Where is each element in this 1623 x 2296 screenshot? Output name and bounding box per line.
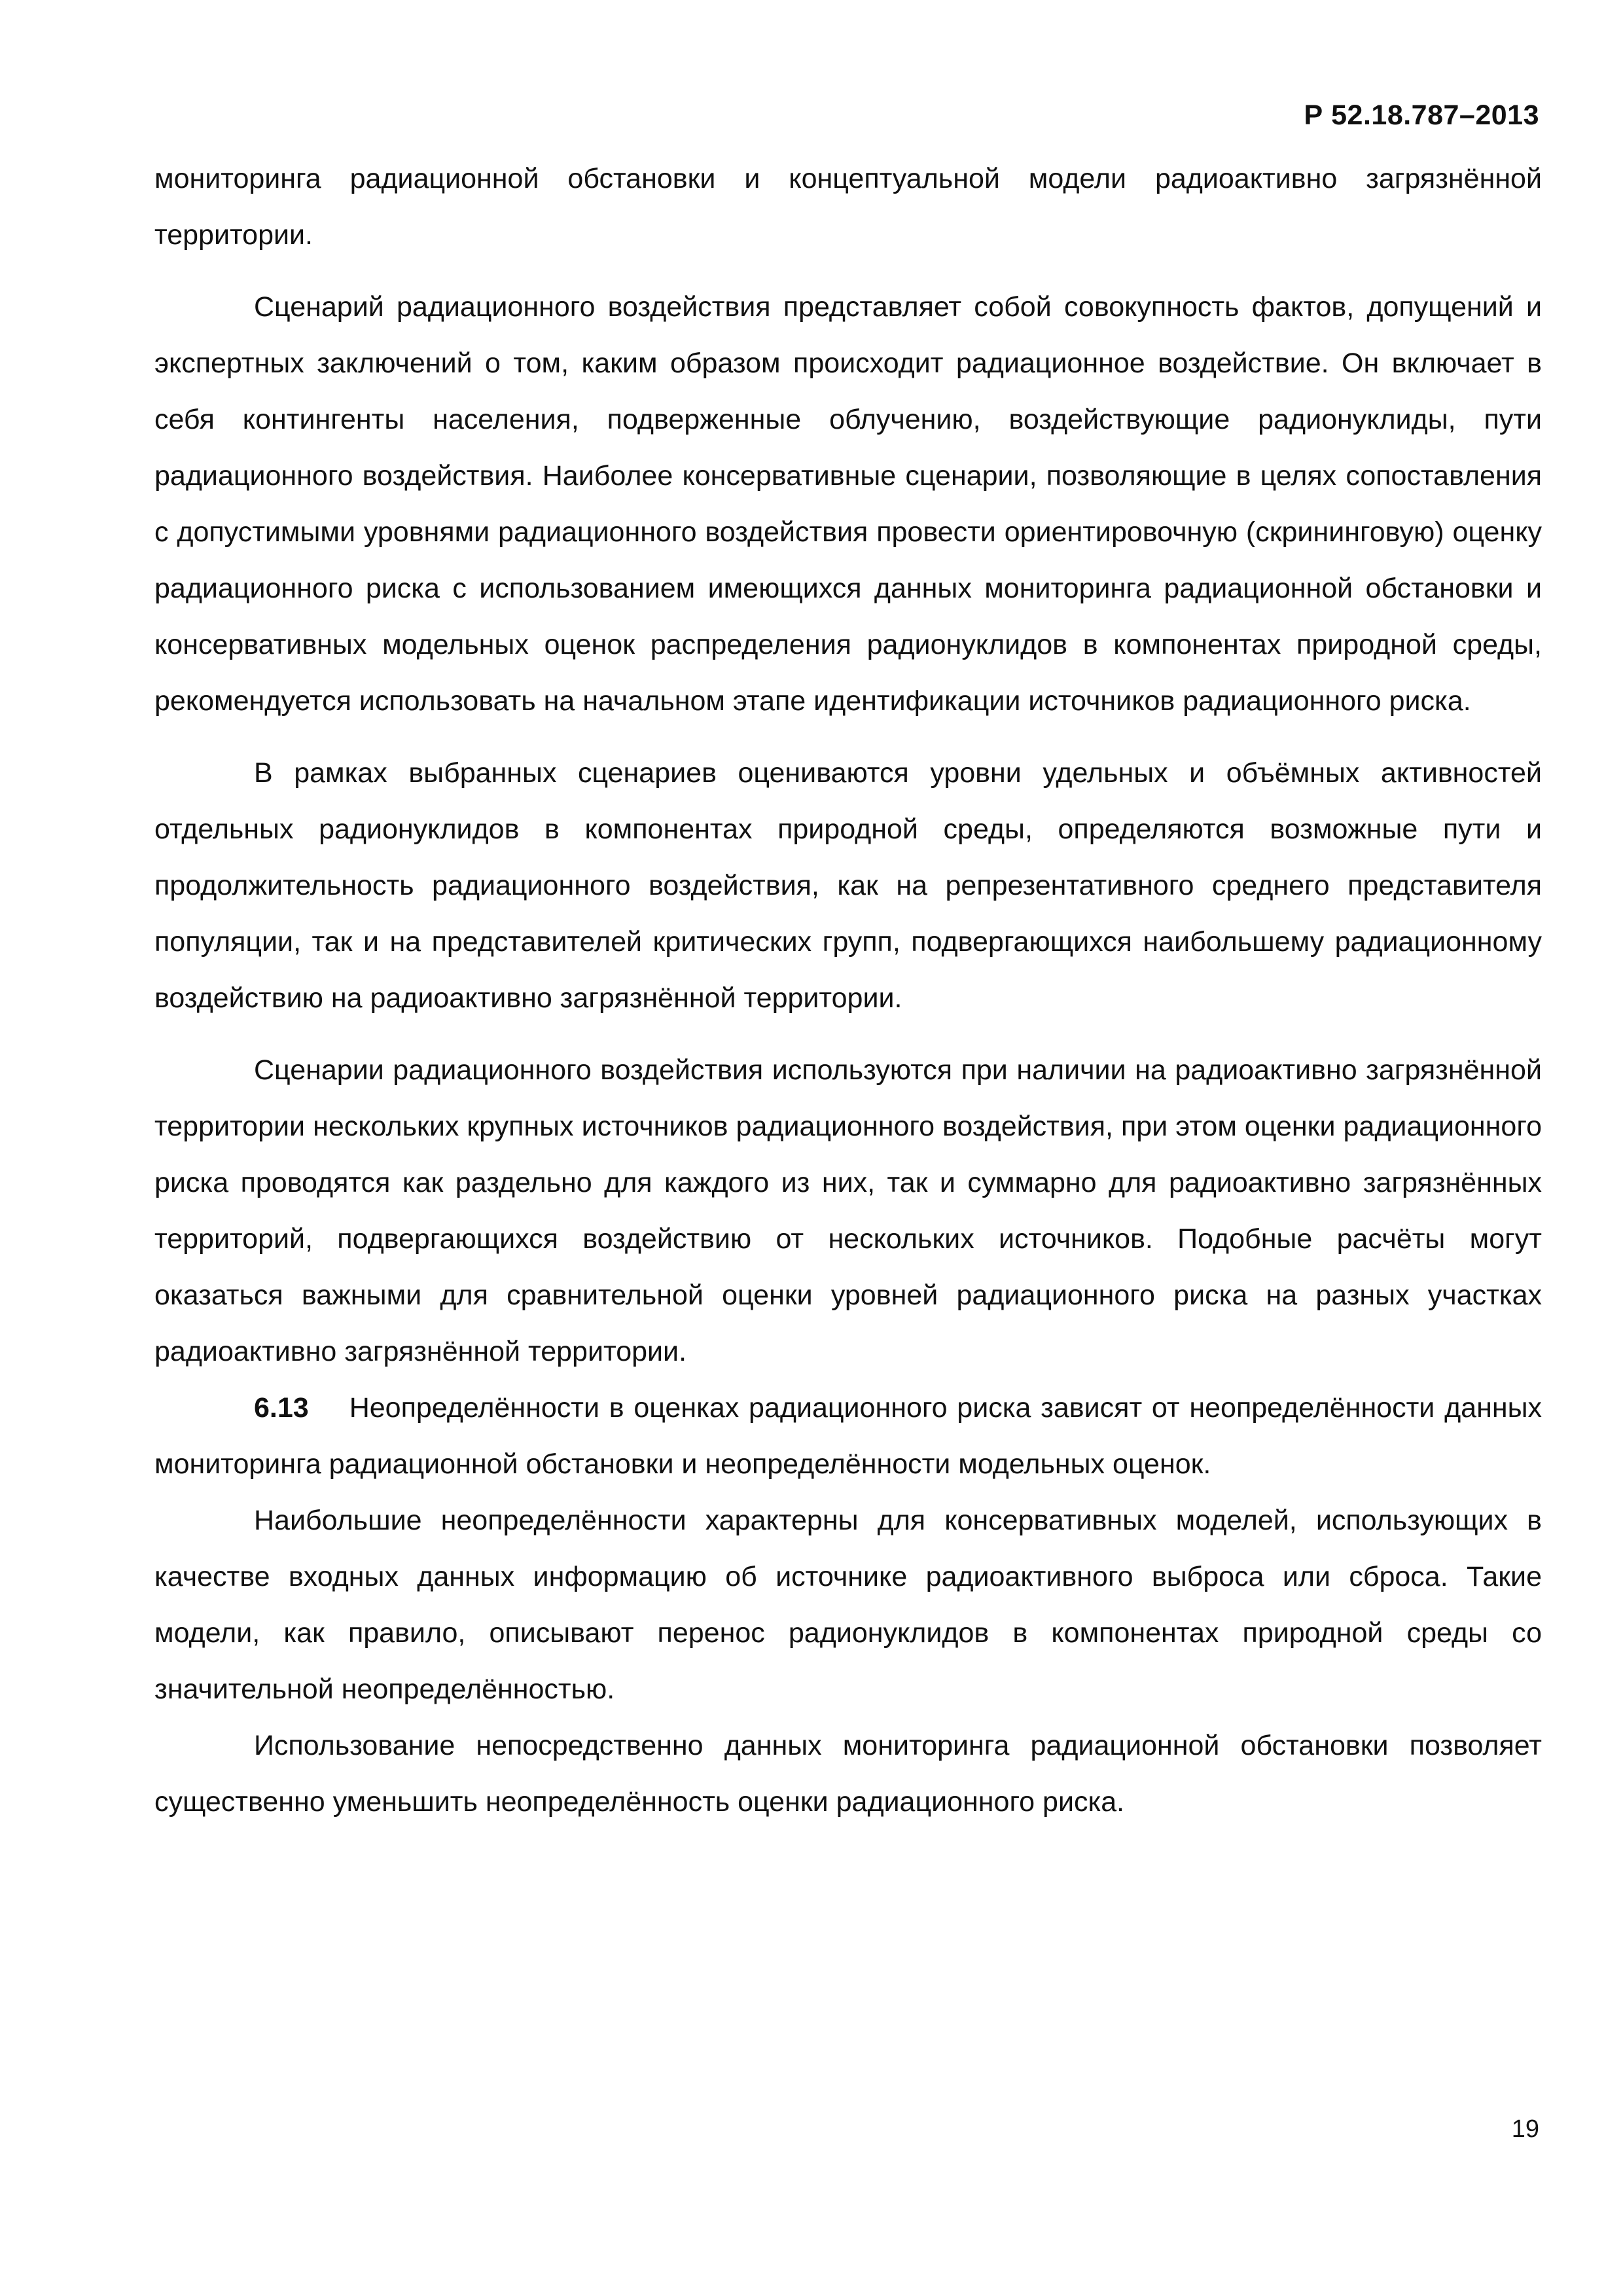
page-number: 19: [1511, 2115, 1539, 2143]
body-text: [154, 151, 1542, 1830]
paragraph-continuation: мониторинга радиационной обстановки и концептуальной модели радиоактивно загрязнённой территории.: [154, 163, 1542, 251]
paragraph-monitoring-data: Использование непосредственно данных мониторинга радиационной обстановки позволяет существенно уменьшить неопределённость оценки радиационного риска.: [154, 1730, 1542, 1818]
paragraph-conservative-models: Наибольшие неопределённости характерны для консервативных моделей, использующих в качестве входных данных информацию об источнике радиоактивного выброса или сброса. Такие модели, как правило, описывают перенос радионуклидов в компонентах природной среды со значительной неопределённостью.: [154, 1505, 1542, 1705]
paragraph-scenario-definition: Сценарий радиационного воздействия представляет собой совокупность фактов, допущений и экспертных заключений о том, каким образом происходит радиационное воздействие. Он включает в себя контингенты населения, подверженные облучению, воздействующие радионуклиды, пути радиационного воздействия. Наиболее консервативные сценарии, позволяющие в целях сопоставления с допустимыми уровнями радиационного воздействия провести ориентировочную (скрининговую) оценку радиационного риска с использованием имеющихся данных мониторинга радиационной обстановки и консервативных модельных оценок распределения радионуклидов в компонентах природной среды, рекомендуется использовать на начальном этапе идентификации источников радиационного риска.: [154, 291, 1542, 717]
paragraph-multiple-sources: Сценарии радиационного воздействия используются при наличии на радиоактивно загрязнённой территории нескольких крупных источников радиационного воздействия, при этом оценки радиационного риска проводятся как раздельно для каждого из них, так и суммарно для радиоактивно загрязнённых территорий, подвергающихся воздействию от нескольких источников. Подобные расчёты могут оказаться важными для сравнительной оценки уровней радиационного риска на разных участках радиоактивно загрязнённой территории.: [154, 1054, 1542, 1367]
paragraph-selected-scenarios: В рамках выбранных сценариев оцениваются уровни удельных и объёмных активностей отдельных радионуклидов в компонентах природной среды, определяются возможные пути и продолжительность радиационного воздействия, как на репрезентативного среднего представителя популяции, так и на представителей критических групп, подвергающихся наибольшему радиационному воздействию на радиоактивно загрязнённой территории.: [154, 757, 1542, 1014]
clause-number: 6.13: [254, 1392, 309, 1424]
document-code: Р 52.18.787–2013: [1304, 99, 1539, 131]
clause-6-13: [154, 1380, 1542, 1492]
clause-text: Неопределённости в оценках радиационного риска зависят от неопределённости данных мониторинга радиационной обстановки и неопределённости модельных оценок.: [154, 1392, 1542, 1480]
